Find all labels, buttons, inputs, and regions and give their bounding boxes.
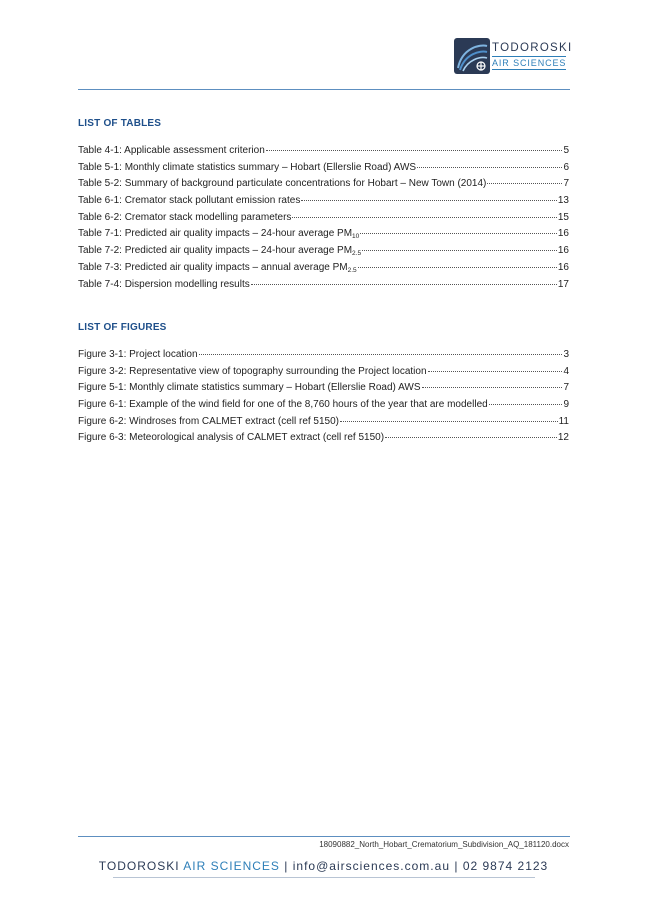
- dot-leader: [362, 250, 557, 251]
- dot-leader: [360, 233, 557, 234]
- dot-leader: [340, 421, 558, 422]
- footer-underline: [113, 877, 535, 878]
- entry-page-number: 16: [557, 245, 569, 257]
- figures-list: [78, 347, 569, 447]
- entry-page-number: 7: [563, 178, 569, 190]
- entry-title-text: Table 7-1: Predicted air quality impacts – 24-hour average PM: [78, 228, 353, 240]
- table-list-entry[interactable]: [78, 193, 569, 210]
- entry-title: [78, 380, 421, 397]
- footer-phone: 02 9874 2123: [462, 859, 549, 873]
- entry-page-number: 12: [557, 432, 569, 444]
- logo-emblem-icon: [454, 38, 490, 74]
- entry-title-text: Table 7-2: Predicted air quality impacts – 24-hour average PM: [78, 245, 353, 257]
- entry-title: [78, 143, 265, 160]
- entry-title: [78, 226, 359, 244]
- entry-title-text: Figure 5-1: Monthly climate statistics summary – Hobart (Ellerslie Road) AWS: [78, 382, 421, 394]
- entry-title-text: Table 6-2: Cremator stack modelling parameters: [78, 211, 292, 223]
- dot-leader: [251, 284, 557, 285]
- entry-title-text: Figure 6-1: Example of the wind field for one of the 8,760 hours of the year that are modelled: [78, 399, 488, 411]
- entry-title-text: Figure 3-2: Representative view of topography surrounding the Project location: [78, 365, 427, 377]
- entry-page-number: 13: [557, 195, 569, 207]
- dot-leader: [417, 167, 562, 168]
- entry-page-number: 11: [558, 415, 569, 427]
- figure-list-entry[interactable]: [78, 414, 569, 431]
- figure-list-entry[interactable]: [78, 364, 569, 381]
- entry-subscript: 10: [352, 233, 360, 241]
- tables-heading: LIST OF TABLES: [78, 118, 162, 129]
- dot-leader: [266, 150, 563, 151]
- footer-divider: [78, 836, 570, 837]
- table-list-entry[interactable]: [78, 260, 569, 277]
- entry-title: [78, 430, 384, 447]
- table-list-entry[interactable]: [78, 210, 569, 227]
- entry-page-number: 16: [557, 261, 569, 273]
- table-list-entry[interactable]: [78, 160, 569, 177]
- dot-leader: [385, 437, 557, 438]
- dot-leader: [428, 371, 563, 372]
- dot-leader: [292, 217, 556, 218]
- header-divider: [78, 89, 570, 90]
- footer-filename: 18090882_North_Hobart_Crematorium_Subdivision_AQ_181120.docx: [319, 840, 569, 849]
- entry-title-text: Figure 6-3: Meteorological analysis of CALMET extract (cell ref 5150): [78, 432, 385, 444]
- entry-page-number: 5: [563, 145, 569, 156]
- entry-title: [78, 193, 300, 210]
- entry-title: [78, 210, 291, 227]
- tables-list: [78, 143, 569, 293]
- entry-title-text: Table 5-2: Summary of background particulate concentrations for Hobart – New Town (2014): [78, 178, 487, 190]
- table-list-entry[interactable]: [78, 277, 569, 294]
- entry-title: [78, 414, 339, 431]
- table-list-entry[interactable]: [78, 143, 569, 160]
- entry-subscript: 2.5: [352, 250, 362, 258]
- footer-separator: |: [454, 859, 459, 873]
- entry-page-number: 16: [557, 228, 569, 240]
- footer-contact: [0, 859, 647, 873]
- footer-separator: |: [284, 859, 289, 873]
- entry-page-number: 15: [557, 211, 569, 223]
- table-list-entry[interactable]: [78, 226, 569, 243]
- entry-title: [78, 243, 361, 261]
- dot-leader: [487, 183, 562, 184]
- entry-page-number: 6: [563, 161, 569, 173]
- dot-leader: [489, 404, 563, 405]
- figure-list-entry[interactable]: [78, 347, 569, 364]
- entry-title: [78, 176, 486, 193]
- figure-list-entry[interactable]: [78, 397, 569, 414]
- dot-leader: [199, 354, 563, 355]
- entry-title-text: Table 5-1: Monthly climate statistics summary – Hobart (Ellerslie Road) AWS: [78, 161, 417, 173]
- table-list-entry[interactable]: [78, 243, 569, 260]
- dot-leader: [358, 267, 557, 268]
- footer-company-sub: AIR SCIENCES: [183, 859, 280, 873]
- entry-page-number: 3: [563, 349, 569, 360]
- entry-title: [78, 160, 416, 177]
- footer-email[interactable]: info@airsciences.com.au: [292, 859, 450, 873]
- entry-title: [78, 364, 427, 381]
- table-list-entry[interactable]: [78, 176, 569, 193]
- logo-subtitle: AIR SCIENCES: [492, 58, 567, 68]
- dot-leader: [422, 387, 563, 388]
- entry-page-number: 9: [563, 399, 569, 411]
- entry-title-text: Figure 3-1: Project location: [78, 349, 198, 360]
- entry-title: [78, 397, 488, 414]
- dot-leader: [301, 200, 557, 201]
- footer-company-name: TODOROSKI: [98, 859, 180, 873]
- entry-title-text: Figure 6-2: Windroses from CALMET extract (cell ref 5150): [78, 415, 340, 427]
- entry-page-number: 7: [563, 382, 569, 394]
- entry-title-text: Table 7-4: Dispersion modelling results: [78, 278, 250, 290]
- entry-page-number: 17: [557, 278, 569, 290]
- entry-title-text: Table 7-3: Predicted air quality impacts – annual average PM: [78, 261, 348, 273]
- entry-title-text: Table 4-1: Applicable assessment criterion: [78, 145, 265, 156]
- entry-subscript: 2.5: [347, 266, 357, 274]
- figures-heading: LIST OF FIGURES: [78, 322, 167, 333]
- entry-title-text: Table 6-1: Cremator stack pollutant emission rates: [78, 195, 301, 207]
- company-logo: [454, 38, 573, 76]
- figure-list-entry[interactable]: [78, 430, 569, 447]
- entry-page-number: 4: [563, 365, 569, 377]
- entry-title: [78, 260, 357, 278]
- entry-title: [78, 347, 198, 364]
- figure-list-entry[interactable]: [78, 380, 569, 397]
- entry-title: [78, 277, 250, 294]
- logo-name: TODOROSKI: [492, 42, 573, 54]
